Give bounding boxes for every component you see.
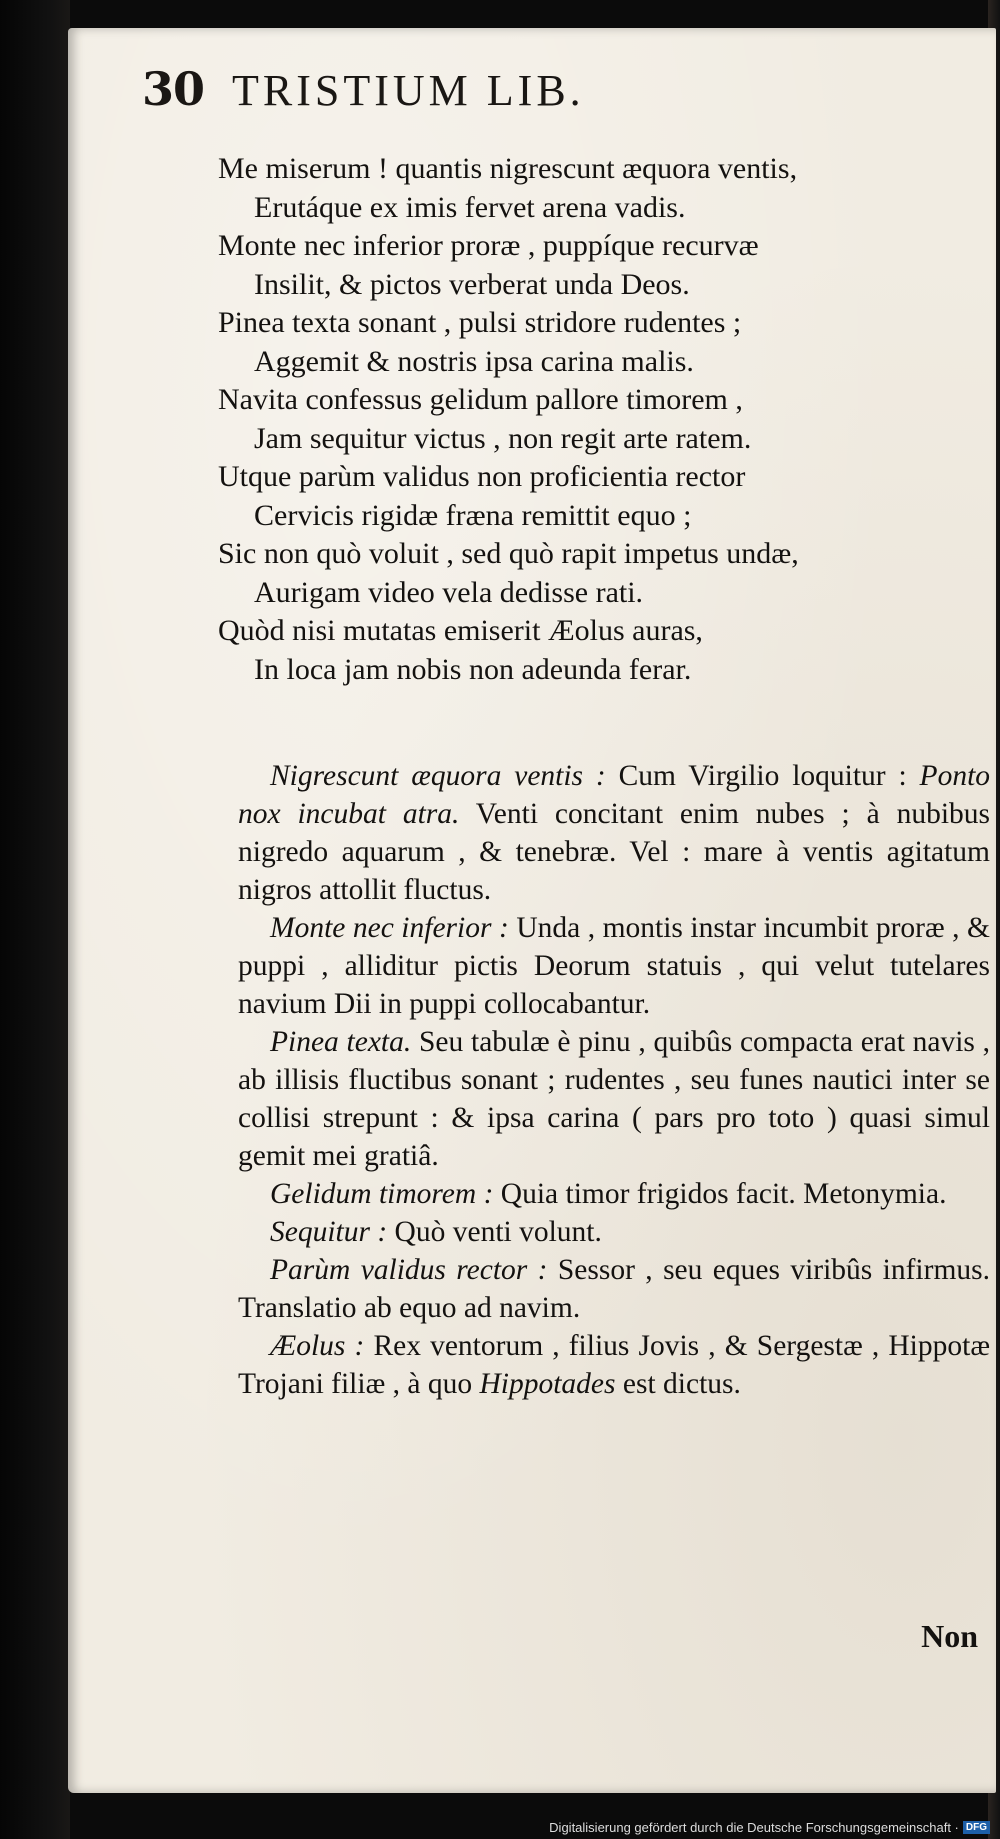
- verse-line: Sic non quò voluit , sed quò rapit impetus undæ,: [218, 537, 799, 570]
- verse-block: [218, 150, 958, 689]
- page-header: [142, 62, 585, 116]
- verse-line: Aurigam video vela dedisse rati.: [254, 575, 644, 609]
- verse-line: Erutáque ex imis fervet arena vadis.: [254, 190, 686, 224]
- commentary-note: [238, 1213, 990, 1251]
- commentary-block: [238, 757, 990, 1403]
- note-lemma: Monte nec inferior :: [270, 912, 509, 944]
- digitization-credit: [549, 1820, 990, 1835]
- verse-line: Utque parùm validus non proficientia rector: [218, 460, 746, 493]
- commentary-note: [238, 1251, 990, 1327]
- verse-line: Navita confessus gelidum pallore timorem ,: [218, 383, 743, 416]
- page-number: 30: [142, 62, 205, 116]
- note-text: est dictus.: [622, 1368, 741, 1400]
- note-lemma: Gelidum timorem :: [270, 1178, 494, 1210]
- running-title: TRISTIUM LIB.: [232, 66, 585, 115]
- verse-line: Quòd nisi mutatas emiserit Æolus auras,: [218, 614, 703, 647]
- verse-line: Me miserum ! quantis nigrescunt æquora ventis,: [218, 152, 798, 185]
- note-text: Cum Virgilio loquitur :: [618, 760, 907, 792]
- verse-line: Pinea texta sonant , pulsi stridore rudentes ;: [218, 306, 742, 339]
- note-lemma: Sequitur :: [270, 1216, 388, 1248]
- note-text: Venti concitant enim nubes ; à nubibus nigredo aquarum , & tenebræ. Vel : mare à ventis agitatum nigros attollit fluctus.: [238, 798, 990, 906]
- commentary-note: [238, 757, 990, 909]
- verse-line: Jam sequitur victus , non regit arte ratem.: [254, 421, 752, 455]
- commentary-note: [238, 909, 990, 1023]
- note-text: Rex ventorum , filius Jovis , & Sergestæ , Hippotæ Trojani filiæ , à quo: [238, 1330, 990, 1400]
- note-quote: Hippotades: [479, 1368, 616, 1400]
- credit-text: Digitalisierung gefördert durch die Deutsche Forschungsgemeinschaft ·: [549, 1820, 959, 1835]
- note-text: Quia timor frigidos facit. Metonymia.: [500, 1178, 947, 1210]
- note-lemma: Æolus :: [270, 1330, 365, 1362]
- catchword: Non: [921, 1618, 978, 1654]
- verse-line: Cervicis rigidæ fræna remittit equo ;: [254, 498, 692, 532]
- commentary-note: [238, 1023, 990, 1175]
- verse-line: Monte nec inferior proræ , puppíque recurvæ: [218, 229, 759, 262]
- note-quote: Ponto nox incubat atra.: [238, 760, 991, 830]
- commentary-note: [238, 1327, 990, 1403]
- note-text: Sessor , seu eques viribûs infirmus. Translatio ab equo ad navim.: [238, 1254, 991, 1324]
- book-spine: [0, 0, 70, 1839]
- verse-line: Aggemit & nostris ipsa carina malis.: [254, 344, 694, 378]
- dfg-logo: DFG: [963, 1821, 990, 1834]
- verse-line: In loca jam nobis non adeunda ferar.: [254, 652, 692, 686]
- note-text: Seu tabulæ è pinu , quibûs compacta erat navis , ab illisis fluctibus sonant ; rudentes , seu funes nautici inter se collisi strepunt : & ipsa carina ( pars pro toto ) quasi simul gemit mei gratiâ.: [238, 1026, 991, 1172]
- commentary-note: [238, 1175, 990, 1213]
- note-lemma: Parùm validus rector :: [270, 1254, 548, 1286]
- note-lemma: Pinea texta.: [270, 1026, 412, 1058]
- note-text: Quò venti volunt.: [394, 1216, 602, 1248]
- verse-line: Insilit, & pictos verberat unda Deos.: [254, 267, 690, 301]
- note-text: Unda , montis instar incumbit proræ , & puppi , alliditur pictis Deorum statuis , qui velut tutelares navium Dii in puppi collocabantur.: [238, 912, 991, 1020]
- note-lemma: Nigrescunt æquora ventis :: [270, 760, 606, 792]
